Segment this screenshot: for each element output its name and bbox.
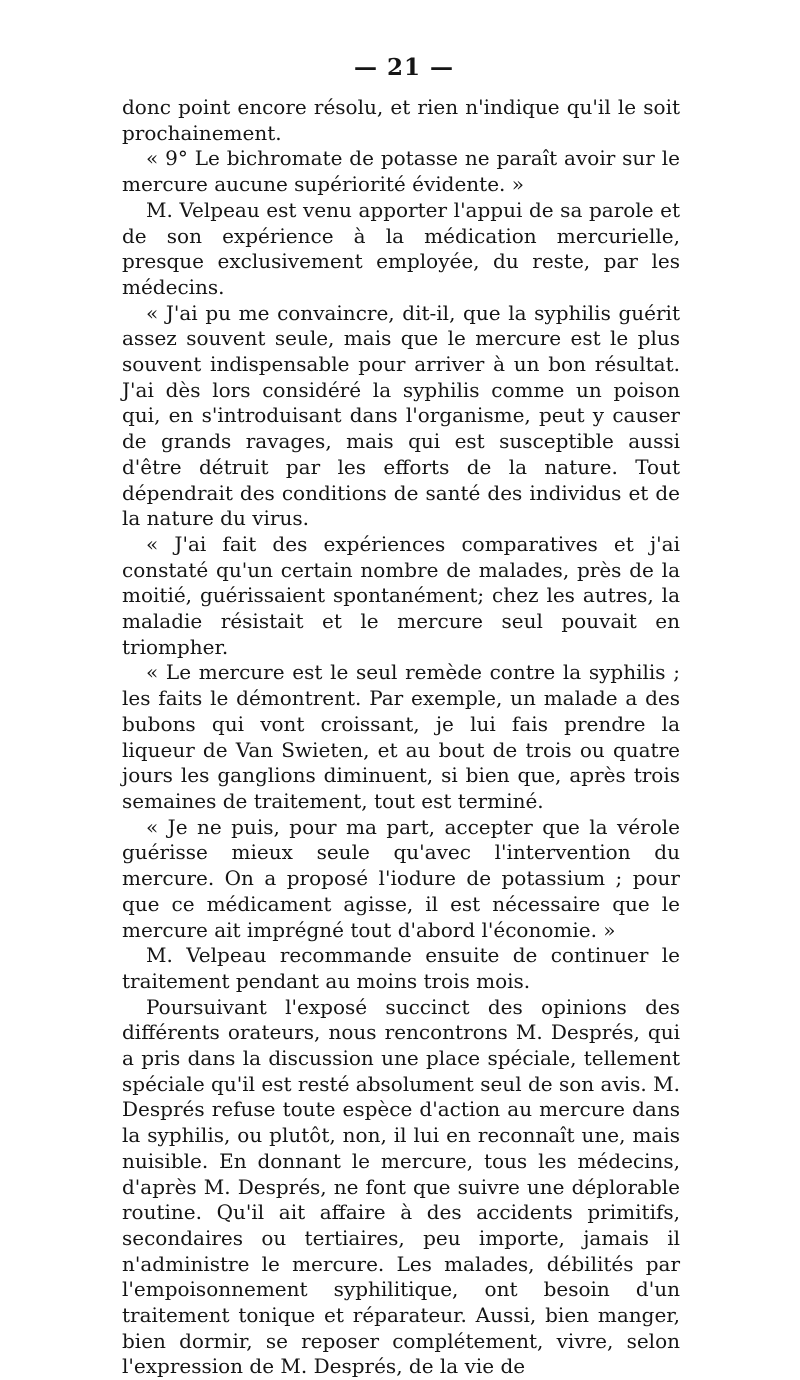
paragraph-9: Poursuivant l'exposé succinct des opinions des différents orateurs, nous rencontrons M. Després, qui a pris dans la discussion une place spéciale, tellement spéciale qu'il est resté absolument seul de son avis. M. Després refuse toute espèce d'action au mercure dans la syphilis, ou plutôt, non, il lui en reconnaît une, mais nuisible. En donnant le mercure, tous les médecins, d'après M. Després, ne font que suivre une déplorable routine. Qu'il ait affaire à des accidents primitifs, secondaires ou tertiaires, peu importe, jamais il n'administre le mercure. Les malades, débilités par l'empoisonnement syphilitique, ont besoin d'un traitement tonique et réparateur. Aussi, bien manger, bien dormir, se reposer complétement, vivre, selon l'expression de M. Després, de la vie de bbox=[122, 994, 680, 1379]
paragraph-4: « J'ai pu me convaincre, dit-il, que la syphilis guérit assez souvent seule, mais que le mercure est le plus souvent indispensable pour arriver à un bon résultat. J'ai dès lors considéré la syphilis comme un poison qui, en s'introduisant dans l'organisme, peut y causer de grands ravages, mais qui est susceptible aussi d'être détruit par les efforts de la nature. Tout dépendrait des conditions de santé des individus et de la nature du virus. bbox=[122, 300, 680, 531]
book-page bbox=[122, 54, 680, 1380]
paragraph-2: « 9° Le bichromate de potasse ne paraît avoir sur le mercure aucune supériorité évidente. » bbox=[122, 146, 680, 197]
page-number: — 21 — bbox=[353, 54, 455, 81]
paragraph-3: M. Velpeau est venu apporter l'appui de sa parole et de son expérience à la médication mercurielle, presque exclusivement employée, du reste, par les médecins. bbox=[122, 197, 680, 299]
paragraph-6: « Le mercure est le seul remède contre la syphilis ; les faits le démontrent. Par exemple, un malade a des bubons qui vont croissant, je lui fais prendre la liqueur de Van Swieten, et au bout de trois ou quatre jours les ganglions diminuent, si bien que, après trois semaines de traitement, tout est terminé. bbox=[122, 660, 680, 813]
paragraph-1: donc point encore résolu, et rien n'indique qu'il le soit prochainement. bbox=[122, 95, 680, 145]
paragraph-8: M. Velpeau recommande ensuite de continuer le traitement pendant au moins trois mois. bbox=[122, 943, 680, 993]
paragraph-5: « J'ai fait des expériences comparatives et j'ai constaté qu'un certain nombre de malades, près de la moitié, guérissaient spontanément; chez les autres, la maladie résistait et le mercure seul pouvait en triompher. bbox=[122, 531, 680, 659]
paragraph-7: « Je ne puis, pour ma part, accepter que la vérole guérisse mieux seule qu'avec l'intervention du mercure. On a proposé l'iodure de potassium ; pour que ce médicament agisse, il est nécessaire que le mercure ait imprégné tout d'abord l'économie. » bbox=[122, 814, 680, 942]
